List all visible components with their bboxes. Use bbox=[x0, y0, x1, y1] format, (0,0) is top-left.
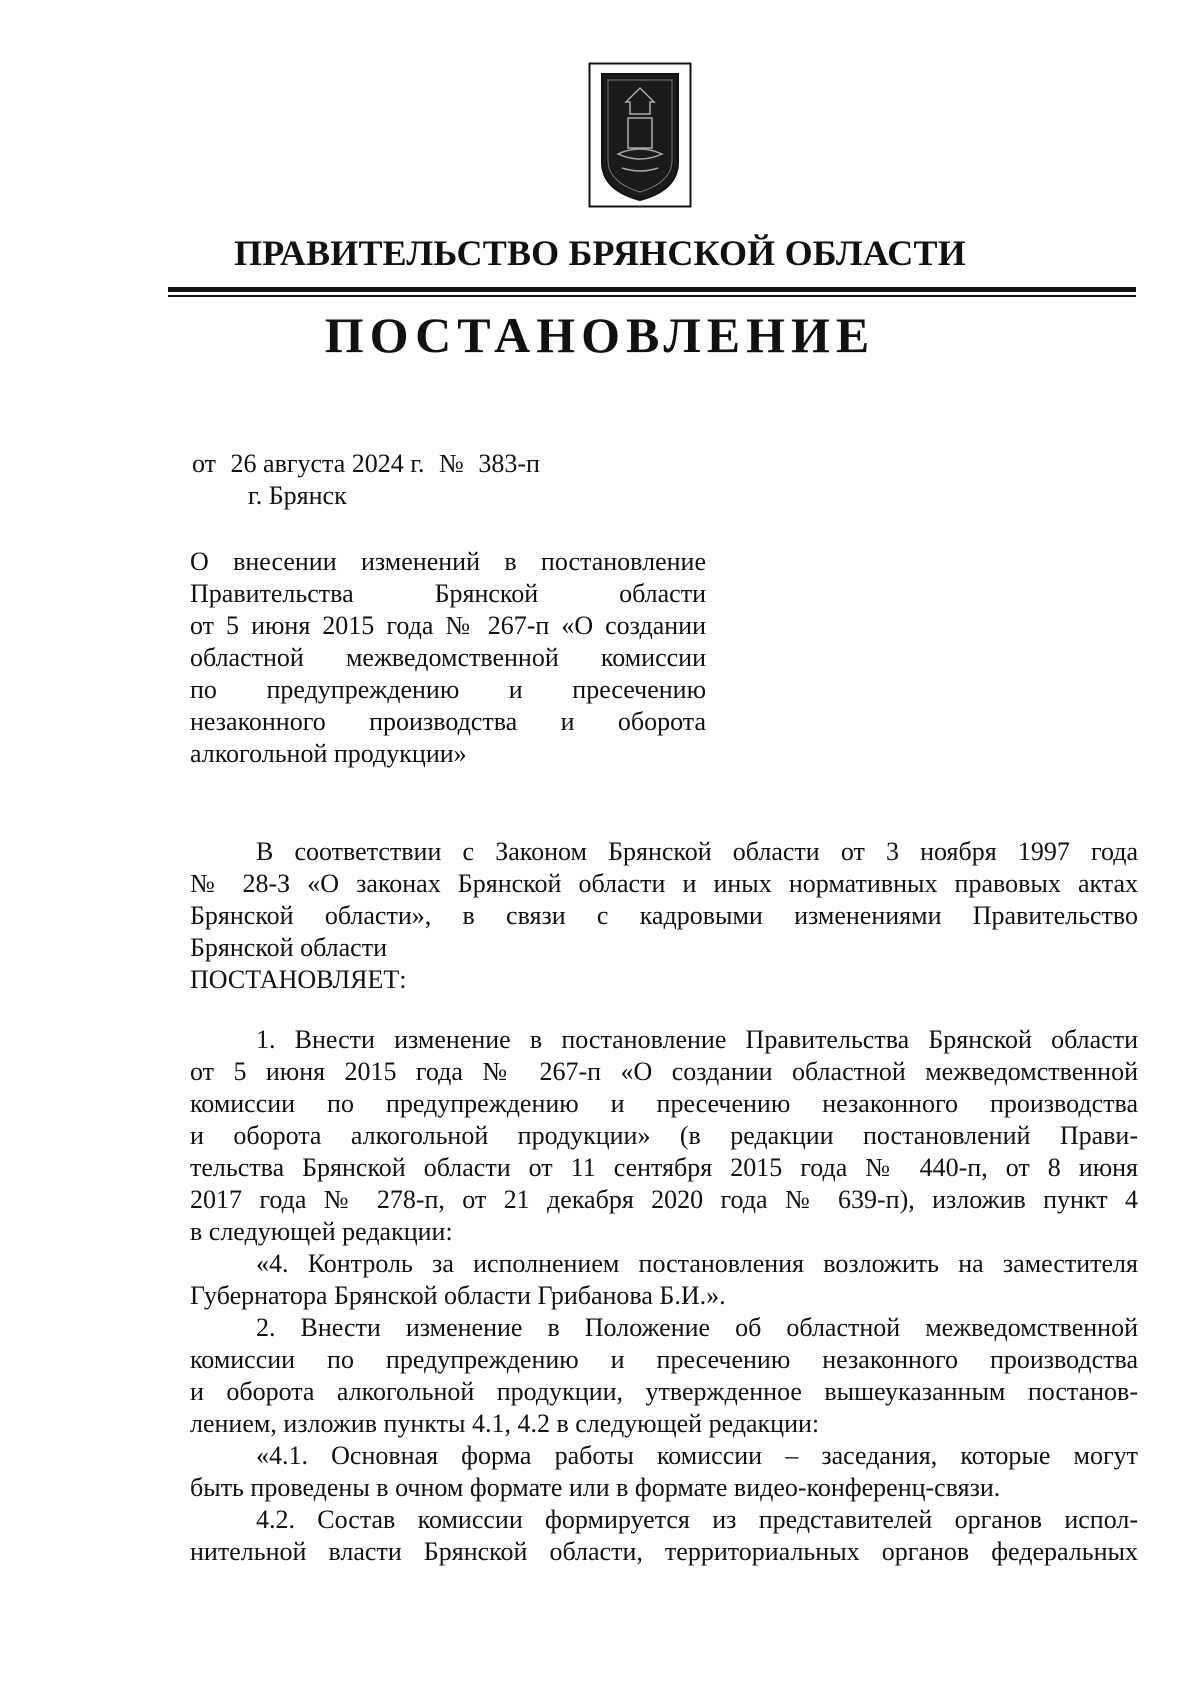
document-city: г. Брянск bbox=[248, 481, 347, 510]
document-type-title: ПОСТАНОВЛЕНИЕ bbox=[324, 307, 876, 363]
spacer bbox=[190, 996, 1138, 1024]
paragraph-2-line: комиссии по предупреждению и пресечению незаконного производства bbox=[190, 1345, 1138, 1374]
preamble-line: Брянской области bbox=[190, 933, 387, 962]
paragraph-1-line: 1. Внести изменение в постановление Правительства Брянской области bbox=[256, 1025, 1138, 1054]
clause-4-2-line: нительной власти Брянской области, территориальных органов федеральных bbox=[190, 1537, 1138, 1566]
bryansk-coat-of-arms-icon bbox=[588, 62, 692, 208]
clause-4-1-line: «4.1. Основная форма работы комиссии – заседания, которые могут bbox=[256, 1441, 1138, 1470]
header-rule-thin bbox=[168, 295, 1136, 297]
clause-4-2-line: 4.2. Состав комиссии формируется из представителей органов испол- bbox=[256, 1505, 1138, 1534]
subject-line: алкогольной продукции» bbox=[190, 739, 467, 768]
subject-line: по предупреждению и пресечению bbox=[190, 675, 706, 704]
paragraph-1-line: в следующей редакции: bbox=[190, 1217, 453, 1246]
resolves-word: ПОСТАНОВЛЯЕТ: bbox=[190, 965, 407, 994]
paragraph-2-line: 2. Внести изменение в Положение об областной межведомственной bbox=[256, 1313, 1138, 1342]
paragraph-1-quote-line: Губернатора Брянской области Грибанова Б.И.». bbox=[190, 1281, 726, 1310]
paragraph-1-line: комиссии по предупреждению и пресечению незаконного производства bbox=[190, 1089, 1138, 1118]
document-body bbox=[190, 836, 1138, 1568]
document-subject bbox=[190, 546, 706, 770]
subject-line: Правительства Брянской области bbox=[190, 579, 706, 608]
preamble-line: № 28-З «О законах Брянской области и иных нормативных правовых актах bbox=[190, 869, 1138, 898]
subject-line: незаконного производства и оборота bbox=[190, 707, 706, 736]
date-prefix: от bbox=[192, 449, 217, 478]
document-number: 383-п bbox=[478, 449, 540, 478]
coat-of-arms-emblem bbox=[588, 62, 692, 208]
paragraph-1-line: и оборота алкогольной продукции» (в редакции постановлений Прави- bbox=[190, 1121, 1138, 1150]
number-label: № bbox=[439, 449, 464, 478]
preamble-line: В соответствии с Законом Брянской области от 3 ноября 1997 года bbox=[256, 837, 1138, 866]
paragraph-2-line: лением, изложив пункты 4.1, 4.2 в следующей редакции: bbox=[190, 1409, 820, 1438]
paragraph-2-line: и оборота алкогольной продукции, утвержденное вышеуказанным постанов- bbox=[190, 1377, 1138, 1406]
document-date: 26 августа 2024 г. bbox=[230, 449, 425, 478]
paragraph-1-quote-line: «4. Контроль за исполнением постановления возложить на заместителя bbox=[256, 1249, 1138, 1278]
subject-line: областной межведомственной комиссии bbox=[190, 643, 706, 672]
paragraph-1-line: 2017 года № 278-п, от 21 декабря 2020 года № 639-п), изложив пункт 4 bbox=[190, 1185, 1138, 1214]
document-date-number bbox=[192, 448, 548, 480]
header-rule-thick bbox=[168, 287, 1136, 292]
paragraph-1-line: тельства Брянской области от 11 сентября 2015 года № 440-п, от 8 июня bbox=[190, 1153, 1138, 1182]
preamble-line: Брянской области», в связи с кадровыми изменениями Правительство bbox=[190, 901, 1138, 930]
clause-4-1-line: быть проведены в очном формате или в формате видео-конференц-связи. bbox=[190, 1473, 1001, 1502]
government-name: ПРАВИТЕЛЬСТВО БРЯНСКОЙ ОБЛАСТИ bbox=[234, 233, 966, 273]
paragraph-1-line: от 5 июня 2015 года № 267-п «О создании областной межведомственной bbox=[190, 1057, 1138, 1086]
subject-line: О внесении изменений в постановление bbox=[190, 547, 706, 576]
subject-line: от 5 июня 2015 года № 267-п «О создании bbox=[190, 611, 706, 640]
